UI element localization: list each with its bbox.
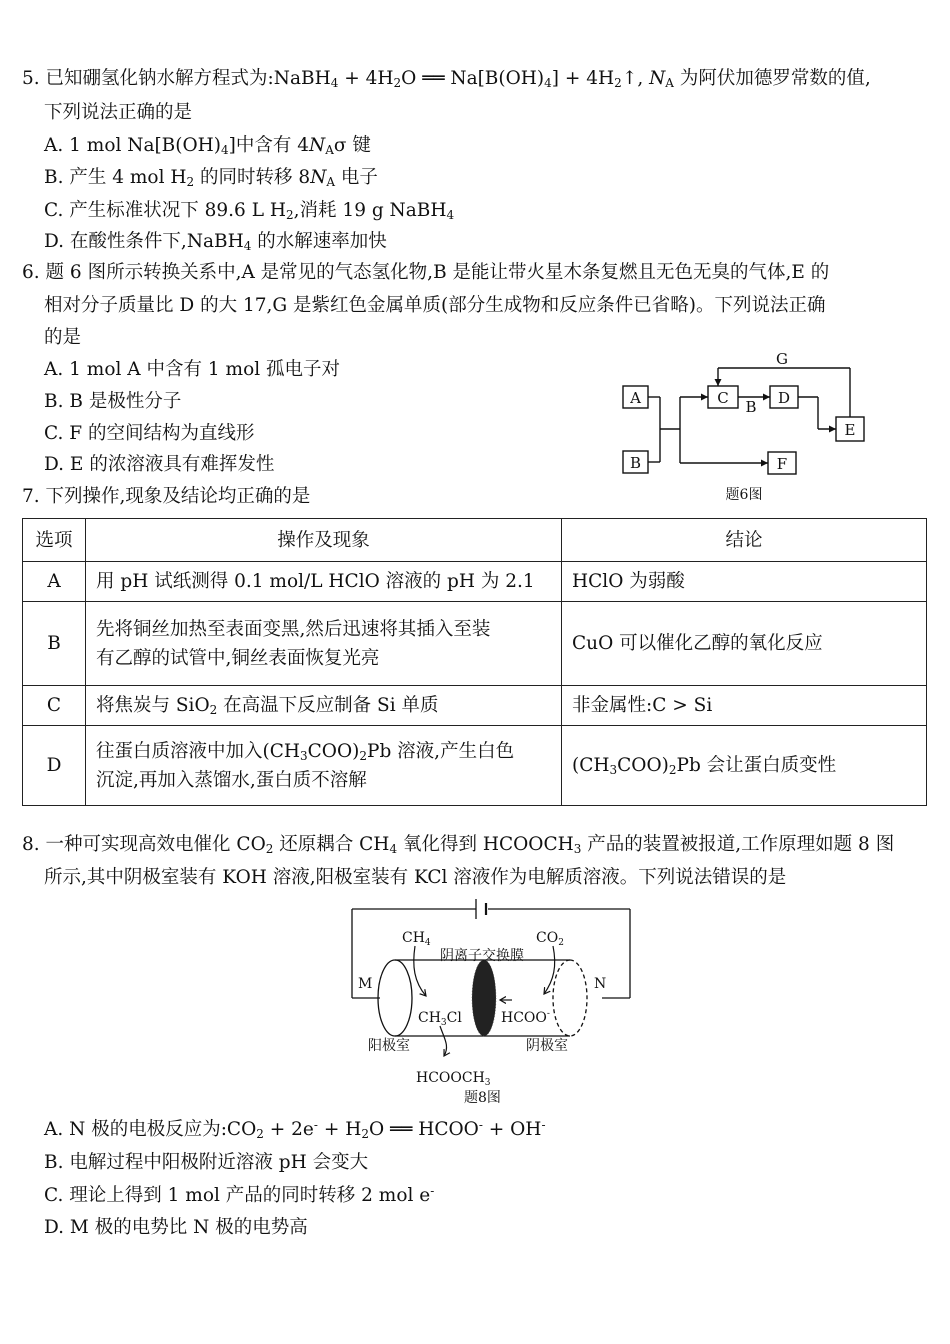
q6-option-d: D. E 的浓溶液具有难挥发性	[44, 454, 275, 475]
figure-6-caption: 题6图	[725, 487, 763, 503]
table-header-row	[23, 519, 927, 562]
node-a-label: A	[630, 389, 641, 407]
node-c-label: C	[717, 389, 729, 407]
table-row	[23, 602, 927, 686]
row-c-conclusion: 非金属性:C > Si	[562, 686, 927, 726]
q6-stem-line2: 相对分子质量比 D 的大 17,G 是紫红色金属单质(部分生成物和反应条件已省略)。下列说法正确	[44, 295, 826, 316]
right-end-dashed	[570, 960, 587, 1036]
row-a-operation: 用 pH 试纸测得 0.1 mol/L HClO 溶液的 pH 为 2.1	[86, 562, 562, 602]
row-d-conclusion: $(CH_3COO)_2Pb$ 会让蛋白质变性	[562, 726, 927, 806]
node-f-label: F	[776, 455, 788, 473]
q8-option-d: D. M 极的电势比 N 极的电势高	[44, 1217, 308, 1238]
q5-option-a: A. 1 mol $Na[B(OH)_4]$中含有 $4N_A\sigma$ 键	[44, 135, 371, 157]
left-electrode-end	[378, 960, 412, 1036]
row-c-operation: 将焦炭与 SiO$_2$ 在高温下反应制备 Si 单质	[86, 686, 562, 726]
node-d-label: D	[777, 389, 791, 407]
electrode-n-label: N	[594, 976, 607, 992]
q8-option-b: B. 电解过程中阳极附近溶液 pH 会变大	[44, 1152, 369, 1173]
product-outlet-arrow	[440, 1026, 447, 1056]
hcoo-label: HCOO-	[501, 1009, 550, 1026]
row-b-option: B	[23, 602, 86, 686]
q7-stem: 7. 下列操作,现象及结论均正确的是	[22, 486, 311, 507]
q5-stem-line2: 下列说法正确的是	[44, 102, 193, 123]
q6-option-c: C. F 的空间结构为直线形	[44, 423, 255, 444]
q7-table	[22, 518, 927, 806]
row-d-operation: 往蛋白质溶液中加入$(CH_3COO)_2Pb$ 溶液,产生白色 沉淀,再加入蒸馏水,蛋白质不溶解	[86, 726, 562, 806]
figure-8-diagram	[340, 896, 640, 1110]
header-operation: 操作及现象	[86, 519, 562, 562]
table-row	[23, 686, 927, 726]
co2-inlet-arrow	[544, 946, 555, 994]
anode-chamber-label: 阳极室	[368, 1038, 410, 1054]
ch4-label: $CH_4$	[402, 930, 431, 948]
q5-option-d: D. 在酸性条件下,NaBH$_4$ 的水解速率加快	[44, 231, 387, 253]
table-row	[23, 726, 927, 806]
row-a-option: A	[23, 562, 86, 602]
right-end-hidden	[553, 960, 570, 1036]
arrow-label-g: G	[776, 350, 788, 368]
q8-stem-line2: 所示,其中阴极室装有 KOH 溶液,阳极室装有 KCl 溶液作为电解质溶液。下列说法错误的是	[44, 867, 787, 888]
figure-8-caption: 题8图	[464, 1090, 501, 1106]
node-e-label: E	[844, 421, 856, 439]
q5-stem-line1: 5. 已知硼氢化钠水解方程式为:NaBH$_4$ + $4H_2O$ ══ $Na[B(OH)_4]$ + $4H_2↑$, $N_A$ 为阿伏加德罗常数的值,	[22, 68, 871, 90]
node-b-label: B	[629, 454, 642, 472]
ch4-inlet-arrow	[414, 946, 426, 996]
table-row	[23, 562, 927, 602]
q5-option-c: C. 产生标准状况下 89.6 L $H_2$,消耗 19 g NaBH$_4$	[44, 200, 455, 222]
row-c-option: C	[23, 686, 86, 726]
ch3cl-label: $CH_3Cl$	[418, 1010, 462, 1028]
anion-exchange-membrane	[472, 960, 496, 1036]
q6-stem-line3: 的是	[44, 327, 82, 348]
row-b-conclusion: CuO 可以催化乙醇的氧化反应	[562, 602, 927, 686]
q6-option-a: A. 1 mol A 中含有 1 mol 孤电子对	[44, 359, 341, 380]
membrane-label: 阴离子交换膜	[440, 948, 524, 964]
cathode-chamber-label: 阴极室	[526, 1038, 568, 1054]
product-label: $HCOOCH_3$	[416, 1070, 491, 1088]
q8-stem-line1: 8. 一种可实现高效电催化 $CO_2$ 还原耦合 $CH_4$ 氧化得到 $HCOOCH_3$ 产品的装置被报道,工作原理如题 8 图	[22, 834, 895, 856]
q8-option-c: C. 理论上得到 1 mol 产品的同时转移 2 mol e-	[44, 1184, 435, 1206]
header-option: 选项	[23, 519, 86, 562]
row-b-operation: 先将铜丝加热至表面变黑,然后迅速将其插入至装 有乙醇的试管中,铜丝表面恢复光亮	[86, 602, 562, 686]
arrow-label-b: B	[745, 398, 757, 416]
row-a-conclusion: HClO 为弱酸	[562, 562, 927, 602]
q8-option-a: A. N 极的电极反应为$:CO_2 + 2e^- + H_2O$ ══ HCOO- + OH-	[44, 1118, 546, 1141]
co2-label: $CO_2$	[536, 930, 564, 948]
figure-6-diagram	[610, 346, 870, 508]
q6-stem-line1: 6. 题 6 图所示转换关系中,A 是常见的气态氢化物,B 是能让带火星木条复燃且无色无臭的气体,E 的	[22, 262, 830, 283]
q6-option-b: B. B 是极性分子	[44, 391, 182, 412]
row-d-option: D	[23, 726, 86, 806]
q5-option-b: B. 产生 4 mol $H_2$ 的同时转移 $8N_A$ 电子	[44, 167, 378, 189]
electrode-m-label: M	[358, 976, 373, 992]
header-conclusion: 结论	[562, 519, 927, 562]
